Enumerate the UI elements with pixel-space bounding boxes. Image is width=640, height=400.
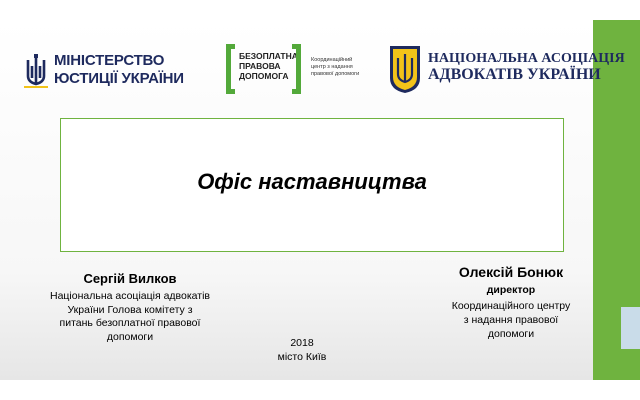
left-desc-line1: Національна асоціація адвокатів [49, 290, 210, 302]
left-presenter [20, 271, 240, 344]
title-frame [60, 118, 564, 252]
left-desc-line3: питань безоплатної правової [59, 317, 201, 329]
ministry-name-line2: ЮСТИЦІЇ УКРАЇНИ [54, 70, 184, 87]
free-legal-aid-logo [226, 44, 366, 98]
footer-year: 2018 [290, 337, 314, 349]
date-location-footer [240, 336, 364, 364]
top-letterbox [0, 0, 640, 20]
wordmark-line1: БЕЗОПЛАТНА [239, 51, 298, 61]
association-name-line1: НАЦІОНАЛЬНА АСОЦІАЦІЯ [428, 51, 625, 66]
ministry-name-line1: МІНІСТЕРСТВО [54, 52, 165, 69]
wordmark-line2: ПРАВОВА [239, 61, 281, 71]
right-presenter [431, 264, 591, 341]
shield-icon [388, 44, 422, 94]
association-name-line2: АДВОКАТІВ УКРАЇНИ [428, 66, 601, 83]
right-presenter-role: директор [486, 284, 536, 296]
right-presenter-description [431, 299, 591, 341]
right-desc-line3: допомоги [487, 328, 535, 340]
free-legal-aid-wordmark [239, 51, 298, 81]
left-desc-line4: допомоги [106, 330, 154, 343]
presentation-slide [0, 20, 640, 380]
slide-title: Офіс наставництва [197, 169, 427, 194]
trident-icon [24, 54, 48, 88]
caption-line1: Координаційний [311, 57, 353, 63]
ministry-of-justice-logo [24, 50, 194, 94]
right-presenter-name: Олексій Бонюк [458, 264, 564, 280]
left-bracket-shape [226, 44, 235, 94]
footer-city: місто Київ [277, 351, 327, 363]
left-presenter-description [20, 290, 240, 344]
right-desc-line1: Координаційного центру [451, 300, 571, 312]
bottom-letterbox [0, 380, 640, 400]
blue-accent-strip [621, 307, 640, 349]
left-presenter-name: Сергій Вилков [83, 271, 177, 286]
wordmark-line3: ДОПОМОГА [239, 71, 289, 81]
coordination-center-caption [311, 57, 359, 78]
caption-line2: центр з надання [311, 64, 353, 70]
bar-association-logo [388, 44, 628, 96]
caption-line3: правової допомоги [311, 71, 360, 77]
left-desc-line2: України Голова комітету з [67, 303, 193, 316]
right-desc-line2: з надання правової [463, 314, 559, 326]
right-bracket-shape [292, 44, 301, 94]
